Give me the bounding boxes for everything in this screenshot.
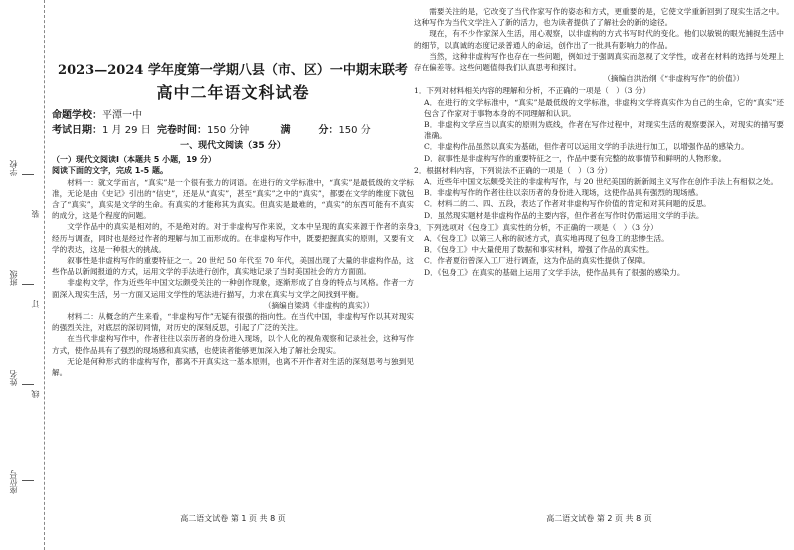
right-para-2: 现在，有不少作家深入生活，用心观察，以非虚构的方式书写时代的变化。他们以敏锐的眼光捕捉生活中的细节，以真诚的态度记录普通人的命运，创作出了一批具有影响力的作品。 [414, 29, 784, 50]
exam-title: 2023—2024 学年度第一学期八县（市、区）一中期末联考 [58, 63, 408, 78]
q1-option-c: C．非虚构作品虽然以真实为基础，但作者可以运用文学的手法进行加工，以增强作品的感染力。 [424, 142, 749, 152]
score-key-2: 分： [318, 125, 339, 136]
q2-option-d: D．虽然现实题材是非虚构作品的主要内容，但作者在写作时仍需运用文学的手法。 [424, 210, 704, 220]
date-key: 考试日期： [52, 125, 102, 136]
instruction: 阅读下面的文字，完成 1-5 题。 [52, 166, 169, 176]
page-2-footer: 高二语文试卷 第 2 页 共 8 页 [546, 513, 652, 523]
q3-option-b: B．《包身工》中大量使用了数据和事实材料，增强了作品的真实性。 [424, 245, 654, 255]
date-value: 1 月 29 日 [102, 125, 151, 136]
material2-source: （摘编自洪治纲《“非虚构写作”的价值》） [603, 74, 744, 84]
material2-para-1: 材料二：从概念的产生来看，“非虚构写作”无疑有很强的指向性。在当代中国，非虚构写作以其对现实的强烈关注，对底层的深切同情，对历史的深刻反思，引起了广泛的关注。 [52, 312, 414, 333]
seat-label: 座位号 [9, 470, 18, 494]
binding-mark-1: 装 [31, 210, 40, 218]
right-para-1: 需要关注的是，它改变了当代作家写作的姿态和方式，更重要的是，它使文学重新回到了现实生活之中。这种写作为当代文学注入了新的活力，也为读者提供了了解社会的新的途径。 [414, 7, 784, 28]
material1-source: （摘编自梁鸿《非虚构的真实》） [263, 300, 374, 310]
question-2: 2．根据材料内容，下列说法不正确的一项是（ ）（3 分） [414, 165, 613, 175]
score-key: 满 [280, 125, 291, 136]
q2-option-b: B．非虚构写作的作者往往以亲历者的身份进入现场，这使作品具有强烈的现场感。 [424, 188, 703, 198]
q2-option-a: A．近些年中国文坛颇受关注的非虚构写作，与 20 世纪美国的新新闻主义写作在创作手法上有相似之处。 [424, 177, 779, 187]
page-2 [414, 6, 784, 524]
meta-exam [52, 123, 414, 138]
q1-option-d: D．叙事性是非虚构写作的重要特征之一，作品中要有完整的故事情节和鲜明的人物形象。 [424, 153, 727, 163]
material1-para-3: 叙事性是非虚构写作的重要特征之一。20 世纪 50 年代至 70 年代，美国出现了大量的非虚构作品，这些作品以新闻报道的方式，运用文学的手法进行创作，真实地记录了当时美国社会的方方面面。 [52, 256, 414, 277]
time-value: 150 分钟 [206, 125, 250, 136]
class-label: 班级 [9, 270, 18, 286]
q2-option-c: C．材料二的二、四、五段，表达了作者对非虚构写作价值的肯定和对其问题的反思。 [424, 199, 711, 209]
meta-school [52, 108, 414, 123]
material1-para-2: 文学作品中的真实是相对的，不是绝对的。对于非虚构写作来说，文本中呈现的真实来源于作者的亲身经历与调查，同时也是经过作者的理解与加工而形成的。在非虚构写作中，既要把握真实的原则，又要有文学的表达，这是一种很大的挑战。 [52, 222, 414, 254]
question-3: 3．下列选项对《包身工》真实性的分析，不正确的一项是（ ）（3 分） [414, 222, 658, 232]
binding-mark-2: 订 [31, 300, 40, 308]
binding-margin [0, 0, 45, 550]
right-para-3: 当然，这种非虚构写作也存在一些问题，例如过于强调真实而忽视了文学性，或者在材料的选择与处理上存在偏差等。这些问题值得我们认真思考和探讨。 [414, 51, 784, 73]
school-label: 学校 [9, 160, 18, 176]
name-underline [22, 384, 34, 385]
section-title: 一、现代文阅读（35 分） [180, 141, 286, 151]
exam-subtitle: 高中二年语文科试卷 [156, 83, 310, 102]
q3-option-c: C．作者夏衍曾深入工厂进行调查，这为作品的真实性提供了保障。 [424, 256, 651, 266]
seat-underline [22, 480, 34, 481]
q3-option-a: A．《包身工》以第三人称的叙述方式，真实地再现了包身工的悲惨生活。 [424, 234, 669, 244]
material1-para-4: 非虚构文学，作为近些年中国文坛颇受关注的一种创作现象，逐渐形成了自身的特点与风格。作者一方面深入现实生活，另一方面又运用文学性的笔法进行描写，力求在真实与文学之间找到平衡。 [52, 278, 414, 299]
subsection-title: （一）现代文阅读Ⅰ（本题共 5 小题，19 分） [52, 155, 217, 165]
q1-option-b: B．非虚构文学应当以真实的原则为底线，作者在写作过程中，对现实生活的观察要深入，对现实的描写要准确。 [424, 120, 784, 141]
page-1 [52, 6, 414, 524]
material2-para-2: 在当代非虚构写作中，作者往往以亲历者的身份进入现场，以个人化的视角观察和记录社会，这种写作方式，使作品具有了强烈的现场感和真实感，也使读者能够更加深入地了解社会现实。 [52, 334, 414, 355]
question-1: 1．下列对材料相关内容的理解和分析，不正确的一项是（ ）（3 分） [414, 86, 651, 96]
q1-option-a: A．在进行的文学标准中，“真实”是最低级的文学标准，非虚构文学将真实作为自己的生命，它的“真实”还包含了作家对于事物本身的不同理解和认识。 [424, 97, 784, 118]
school-underline [22, 174, 34, 175]
school-value: 平潭一中 [102, 110, 142, 121]
school-key: 命题学校： [52, 110, 102, 121]
page-1-footer: 高二语文试卷 第 1 页 共 8 页 [180, 513, 286, 523]
binding-mark-3: 线 [31, 390, 40, 398]
score-value: 150 分 [338, 125, 371, 136]
material2-para-3: 无论是何种形式的非虚构写作，都离不开真实这一基本原则，也离不开作者对生活的深刻思考与独到见解。 [52, 356, 414, 378]
time-key: 完卷时间： [156, 125, 207, 136]
q3-option-d: D．《包身工》在真实的基础上运用了文学手法，使作品具有了很强的感染力。 [424, 267, 685, 277]
name-label: 姓名 [9, 370, 18, 386]
class-underline [22, 284, 34, 285]
material1-para-1: 材料一：就文学而言，“真实”是一个很有张力的词语。在进行的文学标准中，“真实”是最低级的文学标准，无论是由《史记》引出的“信史”，还是从“真实”，甚至“真实”之中的“真实”，都要在文学的维度下就包含了“真实”，真实是文学的生命。有真实的才能称其为真实。但真实是最难的，“真实”的东西可能有不真实的成分，这是个程度的问题。 [52, 177, 414, 221]
